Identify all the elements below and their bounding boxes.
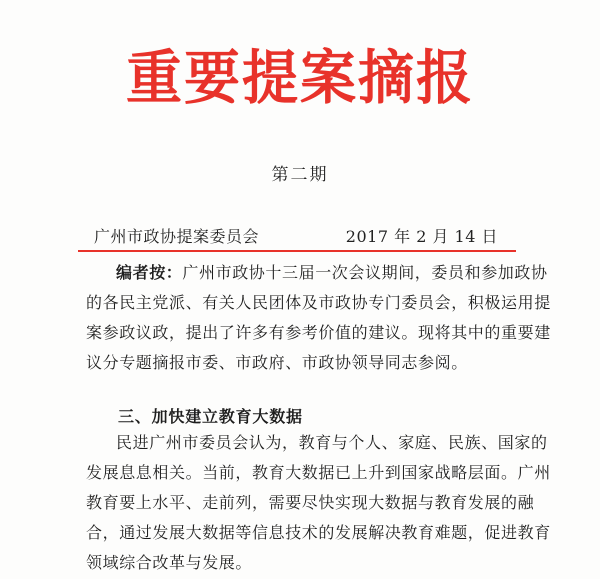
section-body: [86, 428, 551, 578]
issuer-row: [78, 224, 516, 248]
section-body-line: 合，通过发展大数据等信息技术的发展解决教育难题，促进教育: [86, 523, 551, 542]
editor-note-line: 的各民主党派、有关人民团体及市政协专门委员会，积极运用提: [86, 293, 551, 312]
issuer-name: 广州市政协提案委员会: [94, 227, 260, 246]
section-body-line: 领域综合改革与发展。: [86, 553, 253, 572]
masthead-title: 重要提案摘报: [126, 43, 474, 113]
section-heading: 三、加快建立教育大数据: [118, 407, 303, 426]
header-divider: [78, 250, 516, 252]
editor-note-line: [86, 258, 548, 288]
section-body-line: 民进广州市委员会认为，教育与个人、家庭、民族、国家的: [116, 433, 548, 452]
issue-number: 第二期: [271, 165, 329, 185]
issue-date: 2017 年 2 月 14 日: [345, 227, 498, 246]
section-body-line: 发展息息相关。当前，教育大数据已上升到国家战略层面。广州: [86, 463, 551, 482]
editor-note-line: 案参政议政，提出了许多有参考价值的建议。现将其中的重要建: [86, 323, 551, 342]
editor-note-text: 广州市政协十三届一次会议期间，委员和参加政协: [182, 263, 548, 282]
editor-note: [86, 258, 551, 378]
editor-note-line: 议分专题摘报市委、市政府、市政协领导同志参阅。: [86, 353, 468, 372]
editor-note-label: 编者按：: [116, 263, 183, 282]
section-body-line: 教育要上水平、走前列，需要尽快实现大数据与教育发展的融: [86, 493, 535, 512]
